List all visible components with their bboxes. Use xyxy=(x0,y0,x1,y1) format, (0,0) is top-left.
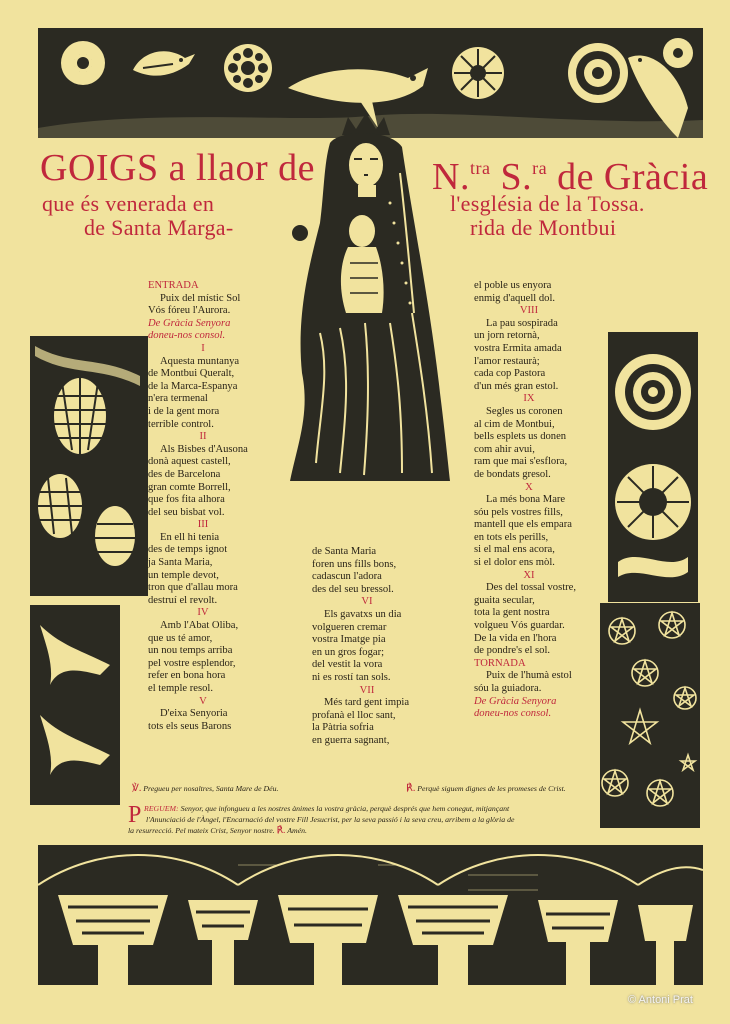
verse-column-2 xyxy=(312,546,422,748)
verse-line: d'un més gran estol. xyxy=(474,380,559,392)
verse-line: sóu pels vostres fills, xyxy=(474,506,563,518)
verse-line: Puix de l'humà estol xyxy=(486,670,572,682)
sunflower-icon xyxy=(615,464,691,540)
verse-line: XI xyxy=(523,569,535,581)
verse-line: bells esplets us donen xyxy=(474,431,567,443)
verse-line: al cim de Montbui, xyxy=(474,418,555,430)
verse-line: tots els seus Barons xyxy=(148,720,232,732)
prayer-line-1 xyxy=(144,803,509,814)
verse-line: des de Barcelona xyxy=(148,468,221,480)
amen-symbol: ℟. xyxy=(276,826,286,836)
verse-line: cada cop Pastora xyxy=(474,368,546,380)
verse-line: guaita secular, xyxy=(474,594,535,606)
verse-line: volgueu Vós guardar. xyxy=(474,620,565,632)
verse-line: X xyxy=(525,481,533,493)
verse-line: vostra Imatge pia xyxy=(312,634,386,646)
verse-line: del seu bisbat vol. xyxy=(148,506,225,518)
verse-line: si el mal ens acora, xyxy=(474,544,555,556)
title-line3-right: rida de Montbui xyxy=(470,215,617,240)
stars-woodcut-panel xyxy=(600,603,700,828)
sunflower-woodcut-panel xyxy=(608,332,698,602)
verse-line: vostra Ermita amada xyxy=(474,342,562,354)
verse-line: mantell que els empara xyxy=(474,519,572,531)
verse-line: volgueren cremar xyxy=(312,621,387,633)
verse-line: un nou temps arriba xyxy=(148,645,233,657)
verse-column-3 xyxy=(474,280,584,721)
verse-line: que fos fita alhora xyxy=(148,494,225,506)
verse-line: V xyxy=(199,695,207,707)
flower-icon xyxy=(61,41,105,85)
verse-line: profanà el lloc sant, xyxy=(312,709,396,721)
response xyxy=(406,783,566,794)
versicle-text: Pregueu per nosaltres, Santa Mare de Déu. xyxy=(143,784,279,793)
verse-line: Els gavatxs un dia xyxy=(324,608,402,620)
verse-line: un temple devot, xyxy=(148,569,219,581)
verse-line: III xyxy=(197,519,209,531)
verse-line: Des del tossal vostre, xyxy=(486,582,577,594)
verse-line: Amb l'Abat Oliba, xyxy=(160,620,239,632)
verse-line: foren uns fills bons, xyxy=(312,558,397,570)
title-rest: de Gràcia xyxy=(547,156,709,198)
response-text: Perquè siguem dignes de les promeses de Crist. xyxy=(417,784,566,793)
verse-line: des de temps ignot xyxy=(148,544,228,556)
verse-line: VII xyxy=(359,684,375,696)
verse-line: D'eixa Senyoria xyxy=(160,708,228,720)
prayer-initial: P xyxy=(128,802,142,828)
verse-line: de Montbui Queralt, xyxy=(148,368,235,380)
verse-line: n'era termenal xyxy=(148,393,208,405)
verse-line: refer en bona hora xyxy=(148,670,226,682)
prayer-line-1-text: Senyor, que infongueu a les nostres ànimes la vostra gràcia, perquè després que hem conegut, mitjançant xyxy=(180,804,510,813)
verse-line: IV xyxy=(197,607,209,619)
title-sup-ra: ra xyxy=(532,158,548,178)
amen-text: Amén. xyxy=(287,826,307,835)
verse-line: en tots els perills, xyxy=(474,531,549,543)
verse-line: doneu-nos consol. xyxy=(148,330,226,342)
verse-line: TORNADA xyxy=(474,657,526,669)
versicle-symbol: ℣. xyxy=(132,783,142,794)
verse-line: i de la gent mora xyxy=(148,405,220,417)
verse-line: II xyxy=(199,431,207,443)
verse-line: Més tard gent impia xyxy=(324,697,410,709)
verse-line: ni es rostí tan sols. xyxy=(312,671,391,683)
verse-line: pel vostre esplendor, xyxy=(148,657,236,669)
verse-line: el temple resol. xyxy=(148,683,214,694)
title-line3-left: de Santa Marga- xyxy=(84,215,234,240)
verse-line: l'amor restaurà; xyxy=(474,355,540,367)
title-line1-left: GOIGS a llaor de xyxy=(40,147,315,189)
verse-line: cadascun l'adora xyxy=(312,571,382,583)
verse-line: terrible control. xyxy=(148,418,214,430)
pinecone-icon xyxy=(95,506,135,566)
response-symbol: ℟. xyxy=(406,783,416,794)
verse-line: En ell hi tenia xyxy=(160,531,220,543)
flower-icon xyxy=(452,47,504,99)
verse-line: un jorn retornà, xyxy=(474,330,540,342)
pinecone-icon xyxy=(38,474,82,538)
verse-line: VIII xyxy=(519,305,539,317)
versicle xyxy=(132,783,278,794)
flower-icon xyxy=(224,44,272,92)
verse-line: tron que d'allau mora xyxy=(148,582,238,594)
verse-line: De la vida en l'hora xyxy=(474,632,557,644)
flower-icon xyxy=(663,38,693,68)
prayer-line-3-text: la resurrecció. Pel mateix Crist, Senyor nostre. xyxy=(128,826,275,835)
verse-line: en un gros fogar; xyxy=(312,646,385,658)
verse-line: sóu la guiadora. xyxy=(474,683,542,694)
verse-line: de pondre's el sol. xyxy=(474,645,551,657)
verse-line: com ahir avui, xyxy=(474,443,535,455)
capitals-woodcut-border xyxy=(38,845,703,985)
verse-line: en guerra sagnant, xyxy=(312,734,390,746)
prayer-line-2: l'Anunciació de l'Àngel, l'Encarnació del vostre Fill Jesucrist, per la seva passió i la seva creu, arribem a la glòria de xyxy=(146,815,515,824)
verse-line: ENTRADA xyxy=(148,280,199,291)
verse-line: de Santa Maria xyxy=(312,546,377,557)
verse-line: tota la gent nostra xyxy=(474,607,550,619)
title-line2-left: que és venerada en xyxy=(42,191,215,216)
verse-line: si el dolor ens mòl. xyxy=(474,557,555,569)
verse-line: Vós fóreu l'Aurora. xyxy=(148,305,231,317)
title-n: N. xyxy=(432,156,470,198)
title-s: S. xyxy=(490,156,533,198)
verse-line: doneu-nos consol. xyxy=(474,708,552,720)
verse-line: De Gràcia Senyora xyxy=(148,317,231,329)
prayer-lead: REGUEM: xyxy=(144,804,179,813)
verse-line: destruí el revolt. xyxy=(148,594,218,606)
prayer-line-3 xyxy=(128,825,307,837)
swallows-woodcut-panel xyxy=(30,605,120,805)
verse-line: donà aquest castell, xyxy=(148,456,231,468)
verse-line: ram que mai s'esflora, xyxy=(474,456,568,468)
title-line1-right xyxy=(432,148,708,197)
verse-line: Puix del místic Sol xyxy=(160,292,241,304)
pinecone-woodcut-panel xyxy=(30,336,148,596)
verse-line: Segles us coronen xyxy=(486,405,563,417)
title-line2-right: l'església de la Tossa. xyxy=(450,191,645,216)
verse-line: el poble us enyora xyxy=(474,280,552,291)
verse-line: IX xyxy=(523,393,535,405)
pinecone-icon xyxy=(54,378,106,454)
verse-line: Als Bisbes d'Ausona xyxy=(160,443,248,455)
verse-line: ja Santa Maria, xyxy=(148,557,213,569)
sunflower-icon xyxy=(615,354,691,430)
flower-icon xyxy=(568,43,628,103)
verse-line: enmig d'aquell dol. xyxy=(474,292,556,304)
verse-line: De Gràcia Senyora xyxy=(474,695,557,707)
verse-line: la Pàtria sofria xyxy=(312,722,374,734)
title-sup-tra: tra xyxy=(469,158,491,178)
verse-line: La més bona Mare xyxy=(486,494,566,506)
verse-line: que us té amor, xyxy=(148,632,213,644)
verse-line: des del seu bressol. xyxy=(312,583,394,595)
verse-line: I xyxy=(201,342,205,354)
verse-line: gran comte Borrell, xyxy=(148,481,231,493)
verse-line: del vestit la vora xyxy=(312,659,383,671)
verse-line: Aquesta muntanya xyxy=(160,355,240,367)
verse-line: de la Marca-Espanya xyxy=(148,380,238,392)
photo-credit: © Antoni Prat xyxy=(628,994,693,1006)
verse-line: VI xyxy=(361,596,373,608)
verse-line: La pau sospirada xyxy=(486,317,558,329)
verse-line: de bondats gresol. xyxy=(474,468,551,480)
verse-column-1 xyxy=(148,280,258,733)
